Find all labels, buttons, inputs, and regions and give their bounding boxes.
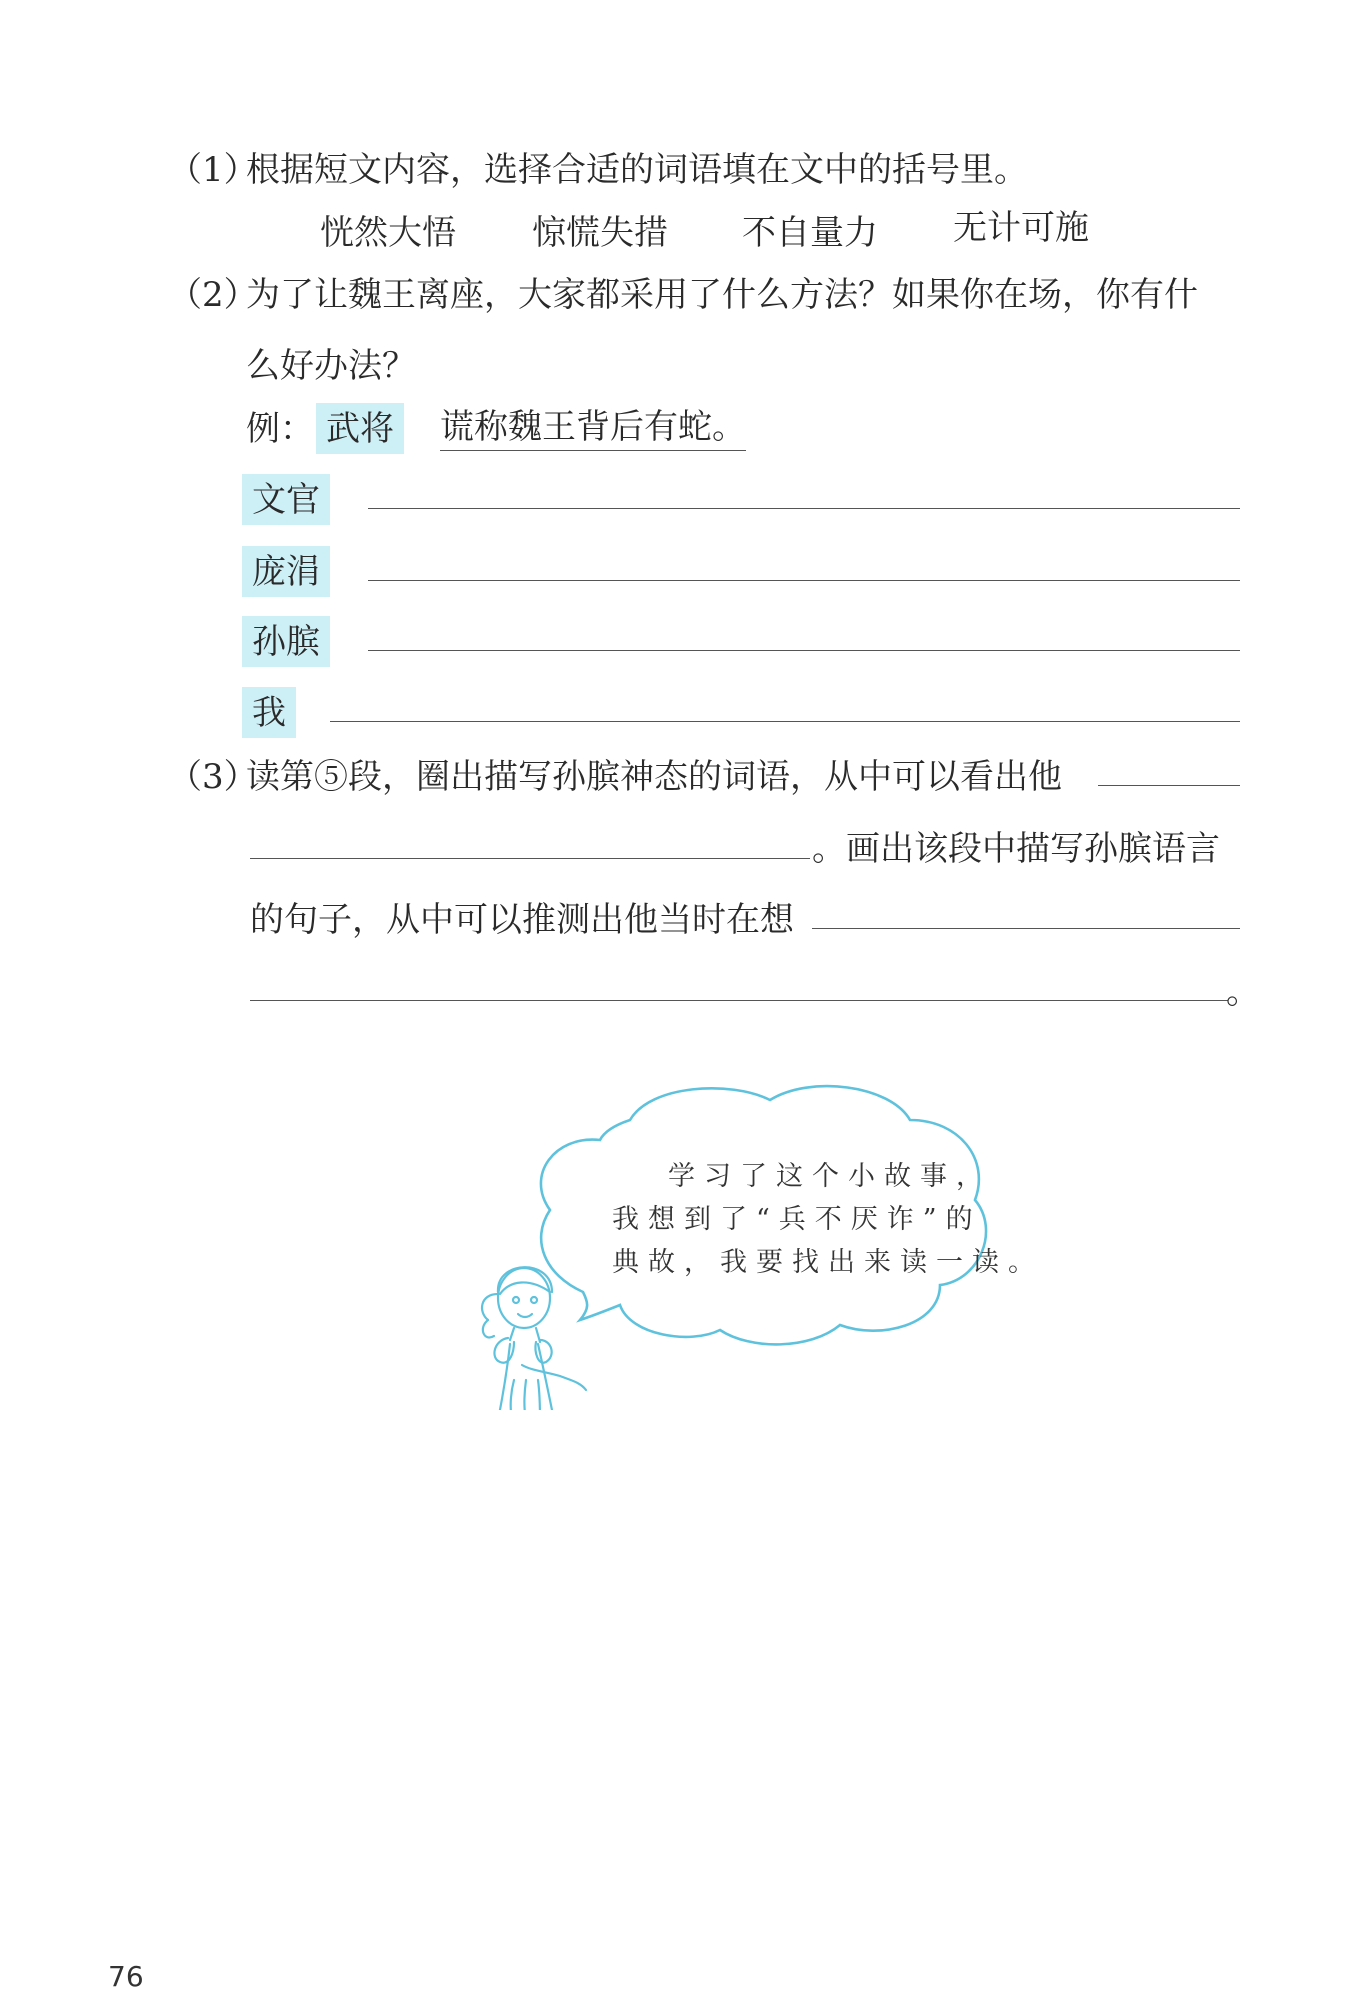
q2-prompt-line2: 么好办法？ <box>246 346 416 386</box>
q3-line2: 。画出该段中描写孙膑语言 <box>812 829 1220 869</box>
q3-line1: 读第⑤段，圈出描写孙膑神态的词语，从中可以看出他 <box>246 757 1062 797</box>
q3-line3: 的句子，从中可以推测出他当时在想 <box>250 900 794 940</box>
speech-bubble-illustration <box>470 1080 1010 1410</box>
bubble-line-2: 我想到了“兵不厌诈”的 <box>612 1204 982 1235</box>
q2-prompt-line1: 为了让魏王离座，大家都采用了什么方法？如果你在场，你有什 <box>246 275 1198 315</box>
bubble-line-1: 学习了这个小故事， <box>668 1161 992 1192</box>
q3-blank-1a[interactable] <box>1098 785 1240 786</box>
example-role-tag: 武将 <box>316 403 404 454</box>
answer-line-pangjuan[interactable] <box>368 580 1240 581</box>
q1-prompt: 根据短文内容，选择合适的词语填在文中的括号里。 <box>246 150 1028 190</box>
role-tag-pangjuan: 庞涓 <box>242 546 330 597</box>
role-tag-sunbin: 孙膑 <box>242 616 330 667</box>
q3-blank-2b[interactable] <box>250 1000 1228 1001</box>
bubble-line-3: 典故，我要找出来读一读。 <box>612 1247 1044 1278</box>
q1-option-1: 恍然大悟 <box>320 213 456 253</box>
q2-label: （2） <box>168 275 258 315</box>
role-tag-wenguan: 文官 <box>242 474 330 525</box>
q3-line4-end: 。 <box>1226 972 1260 1012</box>
role-tag-me: 我 <box>242 687 296 738</box>
q1-option-2: 惊慌失措 <box>532 213 668 253</box>
answer-line-sunbin[interactable] <box>368 650 1240 651</box>
girl-icon <box>482 1267 586 1410</box>
example-prefix: 例： <box>246 409 314 449</box>
page-number: 76 <box>108 1960 144 1993</box>
answer-line-me[interactable] <box>330 721 1240 722</box>
example-answer: 谎称魏王背后有蛇。 <box>440 410 746 451</box>
q3-label: （3） <box>168 757 258 797</box>
q1-option-3: 不自量力 <box>742 213 878 253</box>
q3-blank-1b[interactable] <box>250 858 810 859</box>
q3-blank-2a[interactable] <box>812 928 1240 929</box>
q1-label: （1） <box>168 150 258 190</box>
q1-option-4: 无计可施 <box>953 208 1089 248</box>
answer-line-wenguan[interactable] <box>368 508 1240 509</box>
